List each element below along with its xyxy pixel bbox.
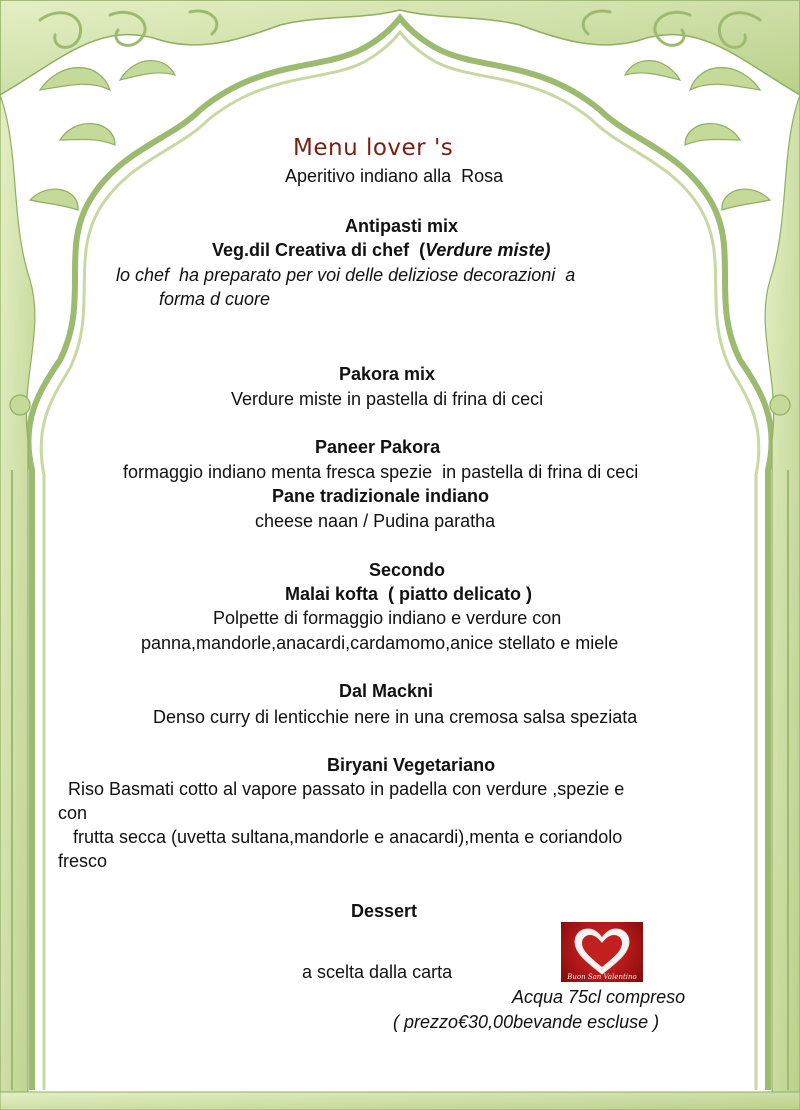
dessert-desc: a scelta dalla carta (302, 962, 453, 982)
biryani-desc-line3: frutta secca (uvetta sultana,mandorle e anacardi),menta e coriandolo (58, 827, 623, 847)
antipasti-dish (212, 239, 550, 261)
water-note: Acqua 75cl compreso (512, 987, 686, 1007)
antipasti-dish-name: Veg.dil Creativa di chef ( (212, 240, 426, 260)
valentine-badge (561, 922, 643, 982)
pakora-heading: Pakora mix (339, 364, 436, 384)
corner-leaves (10, 61, 790, 415)
secondo-desc-line2: panna,mandorle,anacardi,cardamomo,anice stellato e miele (141, 633, 619, 653)
antipasti-heading: Antipasti mix (345, 216, 459, 236)
paneer-desc: formaggio indiano menta fresca spezie in pastella di frina di ceci (123, 462, 639, 482)
menu-title: Menu lover 's (293, 135, 454, 161)
biryani-desc-line2: con (58, 803, 88, 823)
biryani-desc-line1: Riso Basmati cotto al vapore passato in padella con verdure ,spezie e (58, 779, 625, 799)
paneer-heading: Paneer Pakora (315, 437, 441, 457)
bottom-band (0, 1092, 800, 1110)
pakora-desc: Verdure miste in pastella di frina di ceci (231, 389, 544, 409)
antipasti-desc-line2: forma d cuore (159, 289, 271, 309)
dal-desc: Denso curry di lenticchie nere in una cremosa salsa speziata (153, 707, 638, 727)
badge-caption: Buon San Valentino (567, 973, 637, 981)
biryani-desc-line4: fresco (58, 851, 108, 871)
biryani-heading: Biryani Vegetariano (327, 755, 496, 775)
antipasti-desc-line1: lo chef ha preparato per voi delle deliziose decorazioni a (116, 265, 576, 285)
pane-desc: cheese naan / Pudina paratha (255, 511, 496, 531)
dal-heading: Dal Mackni (339, 681, 434, 701)
secondo-dish: Malai kofta ( piatto delicato ) (285, 584, 533, 604)
secondo-desc-line1: Polpette di formaggio indiano e verdure con (213, 608, 562, 628)
aperitivo-line: Aperitivo indiano alla Rosa (285, 166, 504, 186)
secondo-heading: Secondo (369, 560, 446, 580)
price-note: ( prezzo€30,00bevande escluse ) (393, 1012, 660, 1032)
dessert-heading: Dessert (351, 901, 418, 921)
antipasti-dish-note: Verdure miste) (425, 240, 551, 260)
pane-heading: Pane tradizionale indiano (272, 486, 490, 506)
